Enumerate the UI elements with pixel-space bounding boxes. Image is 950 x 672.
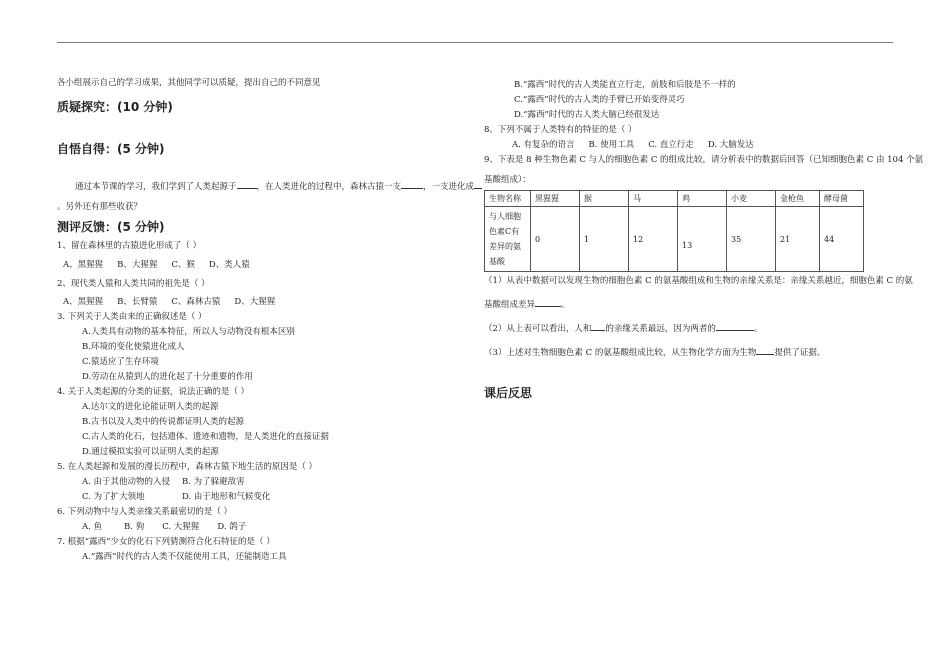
summary-text-b: ，在人类进化的过程中，森林古猿一支: [256, 182, 402, 192]
question-6-options: [57, 522, 477, 533]
section-reflect-heading: 自悟自得：(5 分钟): [57, 142, 165, 156]
question-2-options: [57, 297, 477, 308]
q4-option-c[interactable]: C.古人类的化石，包括遗体、遗迹和遗物，是人类进化的直接证据: [82, 432, 329, 442]
q4-option-d[interactable]: D.通过模拟实验可以证明人类的起源: [82, 447, 219, 457]
q2-option-c[interactable]: C、森林古猿: [171, 297, 221, 307]
q3-option-c[interactable]: C.猿适应了生存环境: [82, 357, 159, 367]
q5-option-b[interactable]: B. 为了躲避敌害: [182, 477, 245, 487]
blank-sub2-reason[interactable]: [716, 321, 754, 331]
question-8-options: [484, 140, 904, 151]
q1-option-a[interactable]: A、黑猩猩: [63, 260, 104, 270]
sub-question-1-cont: 基酸组成差异 。: [484, 297, 904, 311]
q7-option-a[interactable]: A.“露西”时代的古人类不仅能使用工具，还能制造工具: [82, 552, 287, 562]
blank-branch-one[interactable]: [401, 179, 423, 189]
blank-sub2-organism[interactable]: [591, 321, 605, 331]
question-4: 4. 关于人类起源的分类的证据，说法正确的是（ ）: [57, 387, 250, 397]
q3-option-b[interactable]: B.环境的变化使猿进化成人: [82, 342, 185, 352]
sub2-text-a: （2）从上表可以看出，人和: [484, 324, 592, 334]
blank-branch-two[interactable]: [474, 179, 482, 189]
table-header-cell: 酵母菌: [820, 191, 864, 207]
q1-option-d[interactable]: D、类人猿: [208, 260, 250, 270]
q2-option-b[interactable]: B、长臂猿: [117, 297, 158, 307]
q8-option-c[interactable]: C. 直立行走: [648, 140, 694, 150]
q4-option-b[interactable]: B.古书以及人类中的传说都证明人类的起源: [82, 417, 244, 427]
sub2-text-b: 的亲缘关系最远，因为两者的: [605, 324, 716, 334]
question-9: 9、下表是 8 种生物色素 C 与人的细胞色素 C 的组成比较，请分析表中的数据后回答（已知细胞色素 C 由 104 个氨: [484, 155, 924, 165]
sub-question-1: （1）从表中数据可以发现生物的细胞色素 C 的氨基酸组成和生物的亲缘关系是：亲缘关系越近，细胞色素 C 的氨: [484, 276, 913, 286]
q7-option-d[interactable]: D.“露西”时代的古人类大脑已经很发达: [514, 110, 660, 120]
blank-sub3[interactable]: [756, 345, 774, 355]
sub-question-2: （2）从上表可以看出，人和 的亲缘关系最远，因为两者的 。: [484, 321, 904, 335]
summary-text-a: 通过本节课的学习，我们学到了人类起源于: [75, 182, 237, 192]
table-cell: 13: [678, 207, 727, 272]
q1-option-c[interactable]: C、猴: [171, 260, 195, 270]
q3-option-d[interactable]: D.劳动在从猿到人的进化起了十分重要的作用: [82, 372, 253, 382]
q8-option-d[interactable]: D. 大脑发达: [707, 140, 754, 150]
table-cell: 0: [531, 207, 580, 272]
question-1-options: [57, 260, 477, 271]
blank-sub1[interactable]: [535, 297, 561, 307]
question-9-cont: 基酸组成）：: [484, 175, 531, 185]
question-1: 1、留在森林里的古猿进化形成了（ ）: [57, 241, 202, 251]
table-header-cell: 马: [629, 191, 678, 207]
q2-option-d[interactable]: D、大猩猩: [234, 297, 276, 307]
amino-acid-table: [484, 190, 864, 272]
table-row: [485, 207, 864, 272]
blank-origin[interactable]: [237, 179, 257, 189]
table-cell: 12: [629, 207, 678, 272]
q6-option-d[interactable]: D. 鸽子: [217, 522, 247, 532]
table-header-cell: 金枪鱼: [776, 191, 820, 207]
q7-option-b[interactable]: B.“露西”时代的古人类能直立行走，前肢和后肢是不一样的: [514, 80, 736, 90]
q5-option-c[interactable]: C. 为了扩大领地: [82, 492, 145, 502]
question-5-options-row2: [57, 492, 477, 503]
table-header-row: [485, 191, 864, 207]
question-5-options-row1: [57, 477, 477, 488]
table-cell: 44: [820, 207, 864, 272]
q3-option-a[interactable]: A.人类具有动物的基本特征，所以人与动物没有根本区别: [82, 327, 295, 337]
table-cell: 1: [580, 207, 629, 272]
summary-text-c: ，一支进化成: [423, 182, 475, 192]
q5-option-d[interactable]: D. 由于地形和气候变化: [182, 492, 271, 502]
table-header-cell: 黑猩猩: [531, 191, 580, 207]
table-header-cell: 鸡: [678, 191, 727, 207]
question-2: 2、现代类人猿和人类共同的祖先是（ ）: [57, 279, 210, 289]
table-cell: 21: [776, 207, 820, 272]
top-divider: [57, 42, 893, 43]
table-header-cell: 生物名称: [485, 191, 531, 207]
question-5: 5. 在人类起源和发展的漫长历程中，森林古猿下地生活的原因是（ ）: [57, 462, 318, 472]
question-6: 6. 下列动物中与人类亲缘关系最密切的是（ ）: [57, 507, 233, 517]
question-3: 3. 下列关于人类由来的正确叙述是（ ）: [57, 312, 207, 322]
section-after-heading: 课后反思: [484, 386, 533, 400]
q5-option-a[interactable]: A. 由于其他动物的入侵: [82, 477, 171, 487]
summary-line: [57, 179, 477, 193]
right-column: [484, 80, 924, 401]
sub3-text-b: 提供了证据。: [774, 348, 826, 358]
sub-question-3: [484, 345, 904, 359]
q6-option-a[interactable]: A. 鱼: [82, 522, 103, 532]
left-column: [57, 78, 477, 563]
section-question-heading: 质疑探究：(10 分钟): [57, 100, 173, 114]
section-feedback-heading: 测评反馈：(5 分钟): [57, 220, 165, 234]
q4-option-a[interactable]: A.达尔文的进化论能证明人类的起源: [82, 402, 219, 412]
q6-option-c[interactable]: C. 大猩猩: [162, 522, 200, 532]
q8-option-b[interactable]: B. 使用工具: [588, 140, 635, 150]
q2-option-a[interactable]: A、黑猩猩: [63, 297, 104, 307]
summary-question: 。另外还有那些收获？: [57, 202, 143, 212]
q7-option-c[interactable]: C.“露西”时代的古人类的手臂已开始变得灵巧: [514, 95, 685, 105]
q8-option-a[interactable]: A. 有复杂的语言: [512, 140, 575, 150]
intro-text: 各小组展示自己的学习成果，其他同学可以质疑，提出自己的不同意见: [57, 78, 321, 88]
question-7: 7. 根据“露西”少女的化石下列猜测符合化石特征的是（ ）: [57, 537, 275, 547]
table-row-label: 与人细胞色素C有差异的氨基酸: [485, 207, 531, 272]
q6-option-b[interactable]: B. 狗: [124, 522, 145, 532]
question-8: 8、下列不属于人类特有的特征的是（ ）: [484, 125, 637, 135]
q1-option-b[interactable]: B、大猩猩: [117, 260, 158, 270]
sub1-text: 基酸组成差异: [484, 300, 536, 310]
table-cell: 35: [727, 207, 776, 272]
table-header-cell: 小麦: [727, 191, 776, 207]
sub3-text-a: （3）上述对生物细胞色素 C 的氨基酸组成比较，从生物化学方面为生物: [484, 348, 757, 358]
table-header-cell: 猴: [580, 191, 629, 207]
